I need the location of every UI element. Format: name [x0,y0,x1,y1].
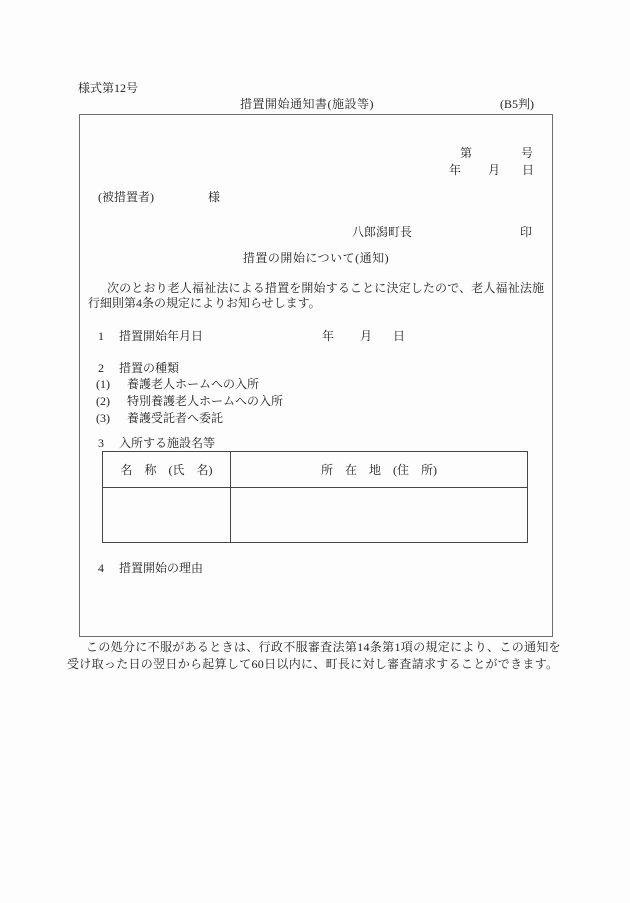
item-2-option-2 [96,395,283,407]
facility-name-header: 名 称 (氏 名) [103,452,231,487]
paper-size-label: (B5判) [500,97,534,111]
option-1-text: 養護老人ホームへの入所 [127,377,260,391]
option-2-number: (2) [96,394,110,408]
item-1-date-fields [322,330,405,342]
item-1-label: 措置開始年月日 [119,329,204,343]
subject-line: 措置の開始について(通知) [242,251,390,265]
doc-number-blank [472,154,521,155]
option-2-text: 特別養護老人ホームへの入所 [127,394,284,408]
recipient-honorific: 様 [208,190,221,204]
item-2-number: 2 [98,361,104,375]
facility-name-cell [103,488,231,542]
doc-number-suffix: 号 [520,146,533,160]
facility-table [102,451,528,543]
issue-date-line [449,164,534,176]
date-year-label: 年 [448,163,461,177]
notice-box [79,114,553,637]
form-number-label: 様式第12号 [78,81,139,95]
item-4-number: 4 [98,561,104,575]
recipient-name-blank [154,198,208,199]
issuer-blank [412,233,520,234]
item-2-option-3 [96,412,223,424]
option-3-text: 養護受託者へ委託 [127,411,224,425]
item-1-row [98,330,538,342]
facility-address-cell [231,488,527,542]
item-3-label: 入所する施設名等 [119,436,216,450]
issuer-name: 八郎潟町長 [352,225,413,239]
body-paragraph: 次のとおり老人福祉法による措置を開始することに決定したので、老人福祉法施行細則第4条の規定によりお知らせします。 [88,281,544,310]
date-month-label: 月 [487,163,500,177]
item-1-number: 1 [98,329,104,343]
item-4-label: 措置開始の理由 [119,561,204,575]
item-1-year-blank [334,337,360,338]
item-1-month-label: 月 [360,329,373,343]
item-1-month-blank [372,337,393,338]
item-1-year-label: 年 [322,329,335,343]
recipient-label: (被措置者) [98,190,154,204]
facility-table-header-row [103,452,527,488]
appeal-note: この処分に不服があるときは、行政不服審査法第14条第1項の規定により、この通知を受け取った日の翌日から起算して60日以内に、町長に対し審査請求することができます。 [67,640,561,671]
item-1-day-label: 日 [393,329,406,343]
date-month-blank [500,171,522,172]
item-3-number: 3 [98,436,104,450]
item-2-option-1 [96,378,259,390]
item-2-label: 措置の種類 [119,361,180,375]
issuer-line [352,226,532,238]
issuer-seal-mark: 印 [520,225,533,239]
facility-address-header: 所 在 地 (住 所) [321,462,437,477]
recipient-line [98,191,220,203]
date-day-label: 日 [521,163,534,177]
date-year-blank [461,171,488,172]
document-number-line [460,147,533,159]
item-3-row [98,437,538,449]
doc-number-prefix: 第 [459,146,472,160]
item-4-row [98,562,538,574]
document-title: 措置開始通知書(施設等) [240,97,374,111]
option-1-number: (1) [96,377,110,391]
option-3-number: (3) [96,411,110,425]
item-2-row [98,362,538,374]
facility-table-body-row [103,488,527,542]
